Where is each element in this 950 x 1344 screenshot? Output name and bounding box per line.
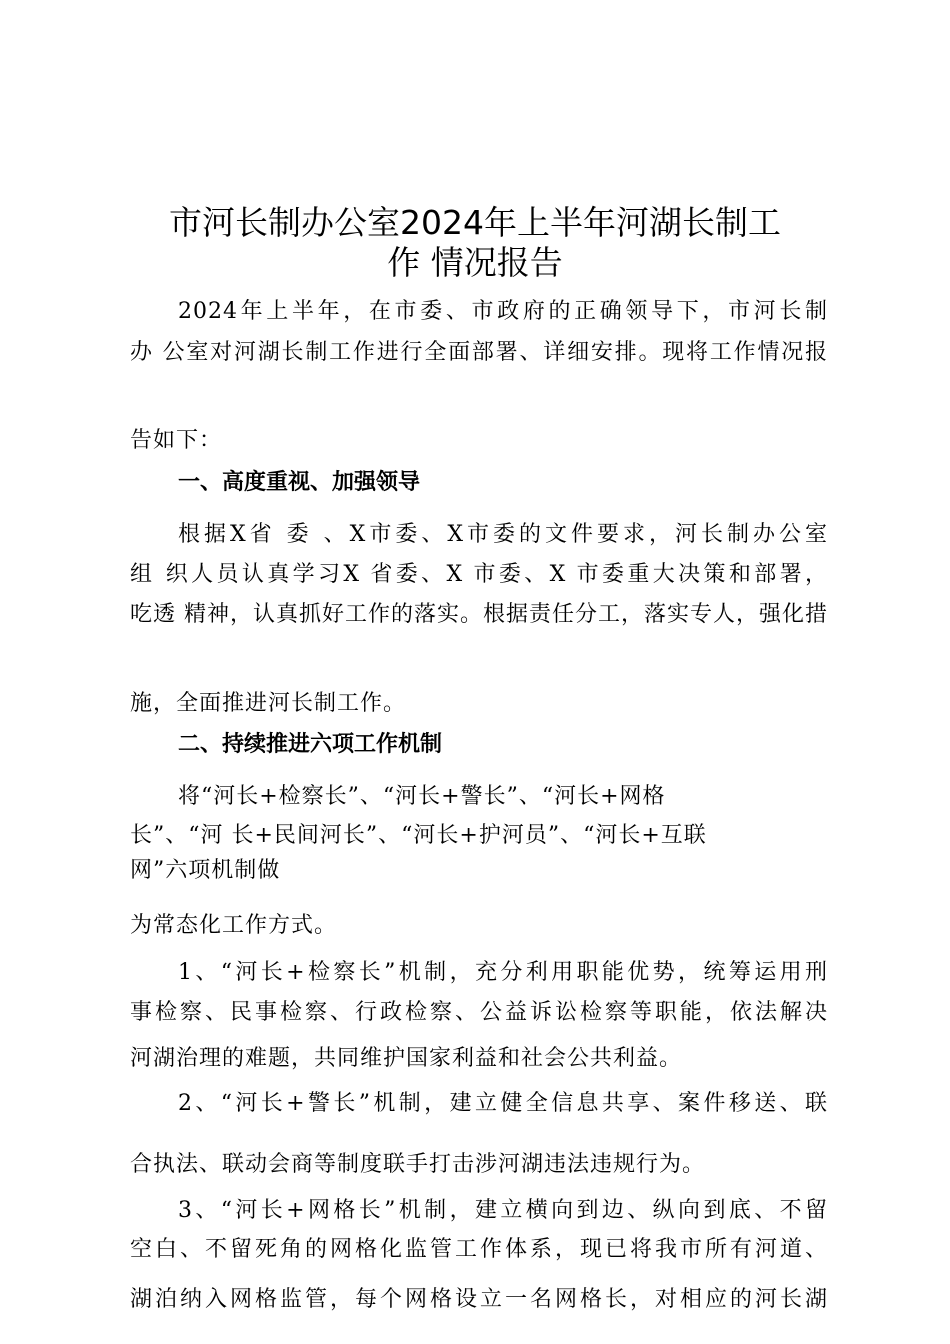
title-line-1: 市河长制办公室2024年上半年河湖长制工: [169, 203, 781, 242]
item-3-line-3: 湖泊纳入网格监管，每个网格设立一名网格长，对相应的河长湖: [130, 1287, 828, 1312]
section-2-line-4: 为常态化工作方式。: [130, 913, 338, 938]
section-1-line-1: 根据X省 委 、X市委、X市委的文件要求，河长制办公室: [178, 522, 828, 547]
section-1-line-2: 组 织人员认真学习X 省委、X 市委、X 市委重大决策和部署，: [130, 562, 828, 587]
section-2-line-2: 长”、“河 长+民间河长”、“河长+护河员”、“河长+互联: [130, 823, 707, 848]
intro-line-3: 告如下：: [130, 428, 223, 453]
section-2-line-1: 将“河长+检察长”、“河长+警长”、“河长+网格: [178, 784, 666, 809]
item-2-line-1: 2、“河长+警长”机制，建立健全信息共享、案件移送、联: [178, 1091, 828, 1116]
section-2-heading: 二、持续推进六项工作机制: [178, 732, 443, 757]
section-1-line-4: 施，全面推进河长制工作。: [130, 691, 407, 716]
item-3-line-2: 空白、不留死角的网格化监管工作体系，现已将我市所有河道、: [130, 1237, 828, 1262]
item-1-line-3: 河湖治理的难题，共同维护国家利益和社会公共利益。: [130, 1046, 683, 1071]
section-1-line-3: 吃透 精神，认真抓好工作的落实。根据责任分工，落实专人，强化措: [130, 602, 828, 627]
title-line-2: 作 情况报告: [387, 243, 563, 282]
intro-line-2: 办 公室对河湖长制工作进行全面部署、详细安排。现将工作情况报: [130, 340, 828, 365]
item-2-line-2: 合执法、联动会商等制度联手打击涉河湖违法违规行为。: [130, 1152, 706, 1177]
item-1-line-1: 1、“河长+检察长”机制，充分利用职能优势，统筹运用刑: [178, 960, 828, 985]
item-3-line-1: 3、“河长+网格长”机制，建立横向到边、纵向到底、不留: [178, 1198, 828, 1223]
intro-line-1: 2024年上半年，在市委、市政府的正确领导下，市河长制: [178, 299, 828, 324]
section-2-line-3: 网”六项机制做: [130, 858, 281, 883]
item-1-line-2: 事检察、民事检察、行政检察、公益诉讼检察等职能，依法解决: [130, 1000, 828, 1025]
section-1-heading: 一、高度重视、加强领导: [178, 470, 421, 495]
